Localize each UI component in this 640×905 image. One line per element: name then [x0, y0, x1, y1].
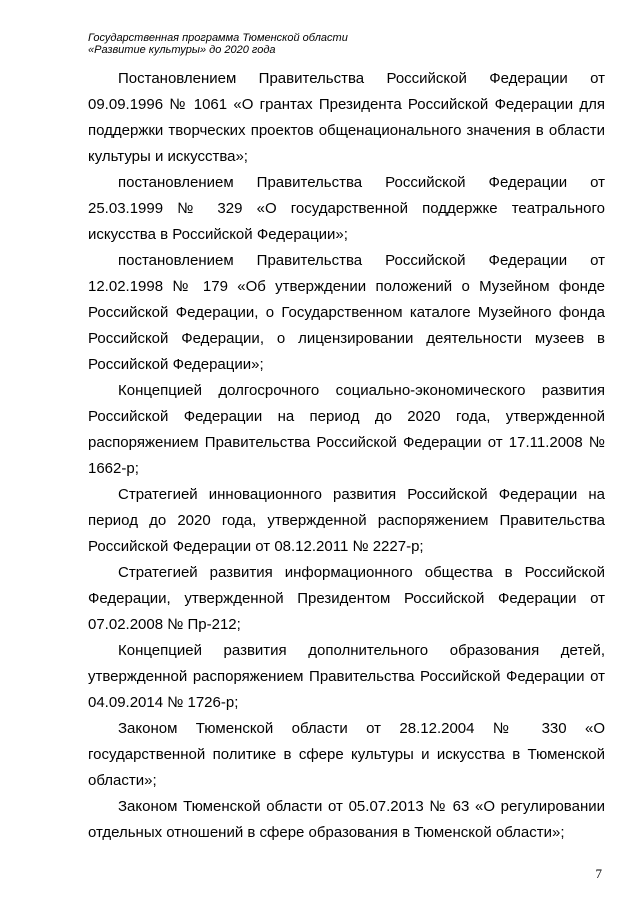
paragraph: Законом Тюменской области от 28.12.2004 № 330 «О государственной политике в сфере культуры и искусства в Тюменской области»; — [88, 720, 605, 789]
document-body — [88, 66, 605, 846]
paragraph: Стратегией развития информационного общества в Российской Федерации, утвержденной Президентом Российской Федерации от 07.02.2008 № Пр-212; — [88, 564, 605, 633]
paragraph: Концепцией долгосрочного социально-экономического развития Российской Федерации на период до 2020 года, утвержденной распоряжением Правительства Российской Федерации от 17.11.2008 № 1662-р; — [88, 382, 605, 477]
running-header — [88, 32, 348, 56]
header-line-2: «Развитие культуры» до 2020 года — [88, 44, 276, 56]
page-number: 7 — [595, 866, 602, 881]
paragraph: постановлением Правительства Российской Федерации от 25.03.1999 № 329 «О государственной поддержке театрального искусства в Российской Федерации»; — [88, 174, 605, 243]
paragraph: Концепцией развития дополнительного образования детей, утвержденной распоряжением Правительства Российской Федерации от 04.09.2014 № 1726-р; — [88, 642, 605, 711]
header-line-1: Государственная программа Тюменской области — [88, 32, 348, 44]
paragraph: Законом Тюменской области от 05.07.2013 № 63 «О регулировании отдельных отношений в сфере образования в Тюменской области»; — [88, 798, 605, 841]
paragraph: Стратегией инновационного развития Российской Федерации на период до 2020 года, утвержденной распоряжением Правительства Российской Федерации от 08.12.2011 № 2227-р; — [88, 486, 605, 555]
paragraph: постановлением Правительства Российской Федерации от 12.02.1998 № 179 «Об утверждении положений о Музейном фонде Российской Федерации, о Государственном каталоге Музейного фонда Российской Федерации, о лицензировании деятельности музеев в Российской Федерации»; — [88, 252, 605, 373]
paragraph: Постановлением Правительства Российской Федерации от 09.09.1996 № 1061 «О грантах Президента Российской Федерации для поддержки творческих проектов общенационального значения в области культуры и искусства»; — [88, 70, 605, 165]
